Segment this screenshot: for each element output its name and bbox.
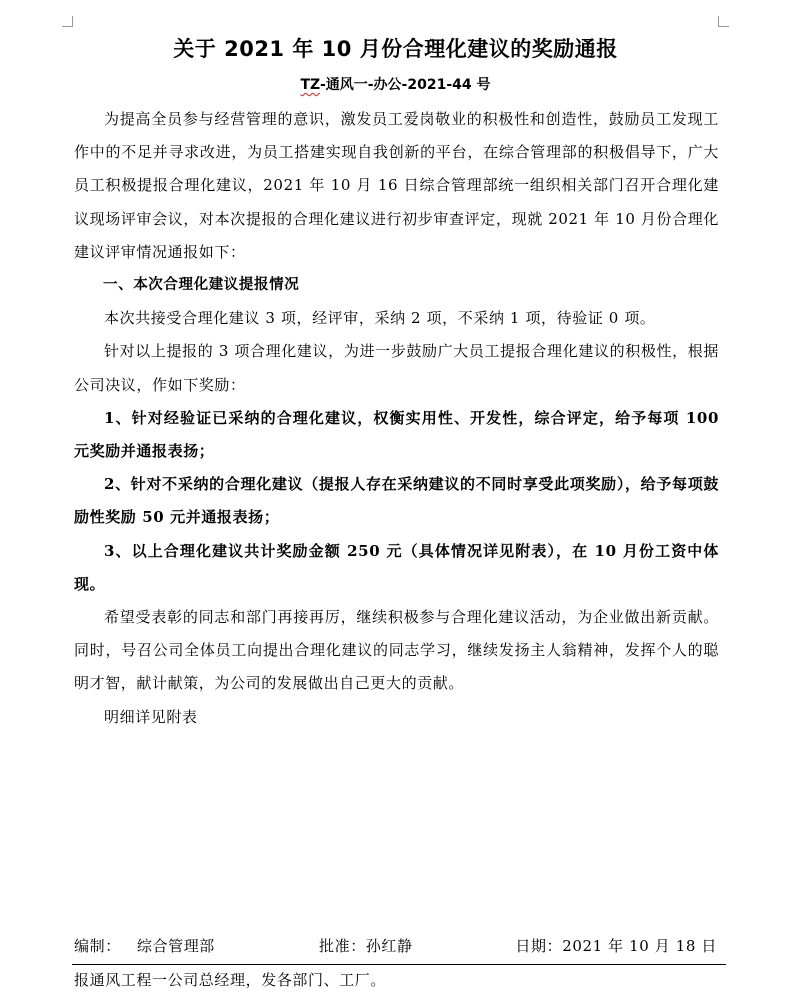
document-title: 关于 2021 年 10 月份合理化建议的奖励通报 [173, 37, 618, 61]
summary-paragraph: 本次共接受合理化建议 3 项，经评审，采纳 2 项，不采纳 1 项，待验证 0 项。 [104, 309, 656, 328]
reward-item-2: 2、针对不采纳的合理化建议（提报人存在采纳建议的不同时享受此项奖励），给予每项鼓励性奖励 50 元并通报表扬； [74, 475, 719, 527]
reward-item-3: 3、以上合理化建议共计奖励金额 250 元（具体情况详见附表），在 10 月份工资中体现。 [74, 541, 719, 593]
approver-field: 批准：孙红静 [319, 937, 413, 955]
footer-divider [72, 964, 726, 965]
crop-mark-top-left [62, 16, 73, 27]
doc-number-prefix: TZ [300, 77, 320, 93]
reward-item-1: 1、针对经验证已采纳的合理化建议，权衡实用性、开发性，综合评定，给予每项 100 元奖励并通报表扬； [74, 408, 719, 461]
date-field: 日期：2021 年 10 月 18 日 [515, 937, 717, 955]
editor-field: 编制： 综合管理部 [74, 937, 215, 955]
document-body [74, 103, 719, 734]
doc-number-rest: -通风一-办公-2021-44 号 [319, 77, 491, 93]
attachment-note: 明细详见附表 [104, 707, 198, 726]
closing-paragraph: 希望受表彰的同志和部门再接再厉，继续积极参与合理化建议活动，为企业做出新贡献。同时，号召公司全体员工向提出合理化建议的同志学习，继续发扬主人翁精神，发挥个人的聪明才智，献计献策，为公司的发展做出自己更大的贡献。 [74, 608, 719, 693]
document-number [0, 74, 791, 94]
section-heading: 一、本次合理化建议提报情况 [103, 277, 300, 294]
distribution-line: 报通风工程一公司总经理，发各部门、工厂。 [74, 971, 387, 989]
intro-paragraph: 为提高全员参与经营管理的意识，激发员工爱岗敬业的积极性和创造性，鼓励员工发现工作中的不足并寻求改进，为员工搭建实现自我创新的平台，在综合管理部的积极倡导下，广大员工积极提报合理化建议，2021 年 10 月 16 日综合管理部统一组织相关部门召开合理化建议现场评审会议，对本次提报的合理化建议进行初步审查评定，现就 2021 年 10 月份合理化建议评审情况通报如下： [74, 110, 719, 261]
crop-mark-top-right [718, 16, 729, 27]
signature-line [74, 935, 719, 965]
reward-intro-paragraph: 针对以上提报的 3 项合理化建议，为进一步鼓励广大员工提报合理化建议的积极性，根据公司决议，作如下奖励： [74, 342, 719, 394]
